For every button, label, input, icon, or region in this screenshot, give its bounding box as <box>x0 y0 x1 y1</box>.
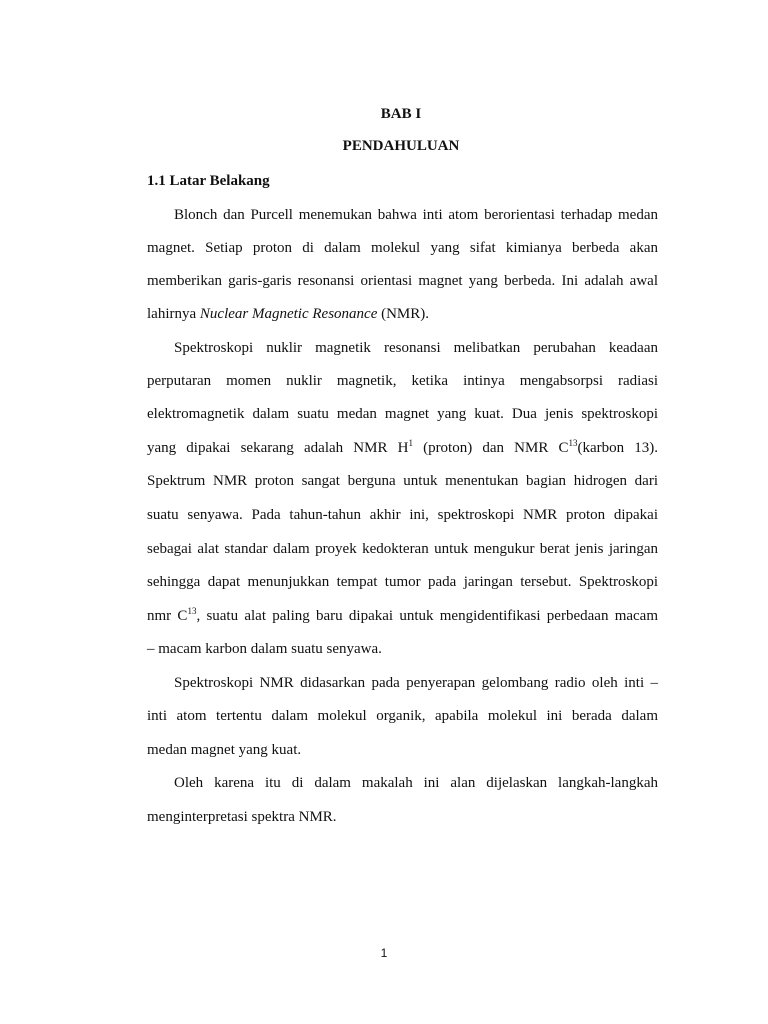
paragraph-3-line-3: medan magnet yang kuat. <box>147 742 302 758</box>
paragraph-2-line-2: perputaran momen nuklir magnetik, ketika intinya mengabsorpsi radiasi <box>147 373 658 389</box>
superscript: 1 <box>408 438 413 448</box>
paragraph-2-line-3: elektromagnetik dalam suatu medan magnet yang kuat. Dua jenis spektroskopi <box>147 406 658 422</box>
paragraph-2-line-4 <box>147 438 658 458</box>
superscript: 13 <box>187 606 197 616</box>
section-heading: 1.1 Latar Belakang <box>147 173 270 189</box>
paragraph-1-line-4 <box>147 304 658 324</box>
paragraph-1-line-3: memberikan garis-garis resonansi orientasi magnet yang berbeda. Ini adalah awal <box>147 273 658 289</box>
paragraph-2-line-6: suatu senyawa. Pada tahun-tahun akhir ini, spektroskopi NMR proton dipakai <box>147 507 658 523</box>
text-run: (NMR). <box>377 306 430 322</box>
text-run: , suatu alat paling baru dipakai untuk mengidentifikasi perbedaan macam <box>196 608 659 624</box>
text-run: (karbon 13). <box>577 440 658 456</box>
paragraph-1-line-1: Blonch dan Purcell menemukan bahwa inti atom berorientasi terhadap medan <box>174 207 658 223</box>
paragraph-2-line-5: Spektrum NMR proton sangat berguna untuk menentukan bagian hidrogen dari <box>147 473 658 489</box>
superscript: 13 <box>568 438 578 448</box>
chapter-title: PENDAHULUAN <box>342 138 460 154</box>
paragraph-2-line-9 <box>147 606 658 626</box>
paragraph-2-line-8: sehingga dapat menunjukkan tempat tumor pada jaringan tersebut. Spektroskopi <box>147 574 658 590</box>
chapter-number: BAB I <box>380 106 422 122</box>
paragraph-2-line-10: – macam karbon dalam suatu senyawa. <box>147 641 382 657</box>
paragraph-4-line-1: Oleh karena itu di dalam makalah ini alan dijelaskan langkah-langkah <box>174 775 658 791</box>
text-run: nmr C <box>147 608 188 624</box>
text-run: yang dipakai sekarang adalah NMR H <box>147 440 409 456</box>
text-run: lahirnya <box>147 306 200 322</box>
text-run: (proton) dan NMR C <box>412 440 569 456</box>
italic-term: Nuclear Magnetic Resonance <box>199 306 378 322</box>
paragraph-2-line-1: Spektroskopi nuklir magnetik resonansi melibatkan perubahan keadaan <box>174 340 658 356</box>
paragraph-4-line-2: menginterpretasi spektra NMR. <box>147 809 337 825</box>
paragraph-2-line-7: sebagai alat standar dalam proyek kedokteran untuk mengukur berat jenis jaringan <box>147 541 658 557</box>
page-number: 1 <box>380 946 388 960</box>
paragraph-1-line-2: magnet. Setiap proton di dalam molekul yang sifat kimianya berbeda akan <box>147 240 658 256</box>
paragraph-3-line-2: inti atom tertentu dalam molekul organik, apabila molekul ini berada dalam <box>147 708 658 724</box>
paragraph-3-line-1: Spektroskopi NMR didasarkan pada penyerapan gelombang radio oleh inti – <box>174 675 658 691</box>
